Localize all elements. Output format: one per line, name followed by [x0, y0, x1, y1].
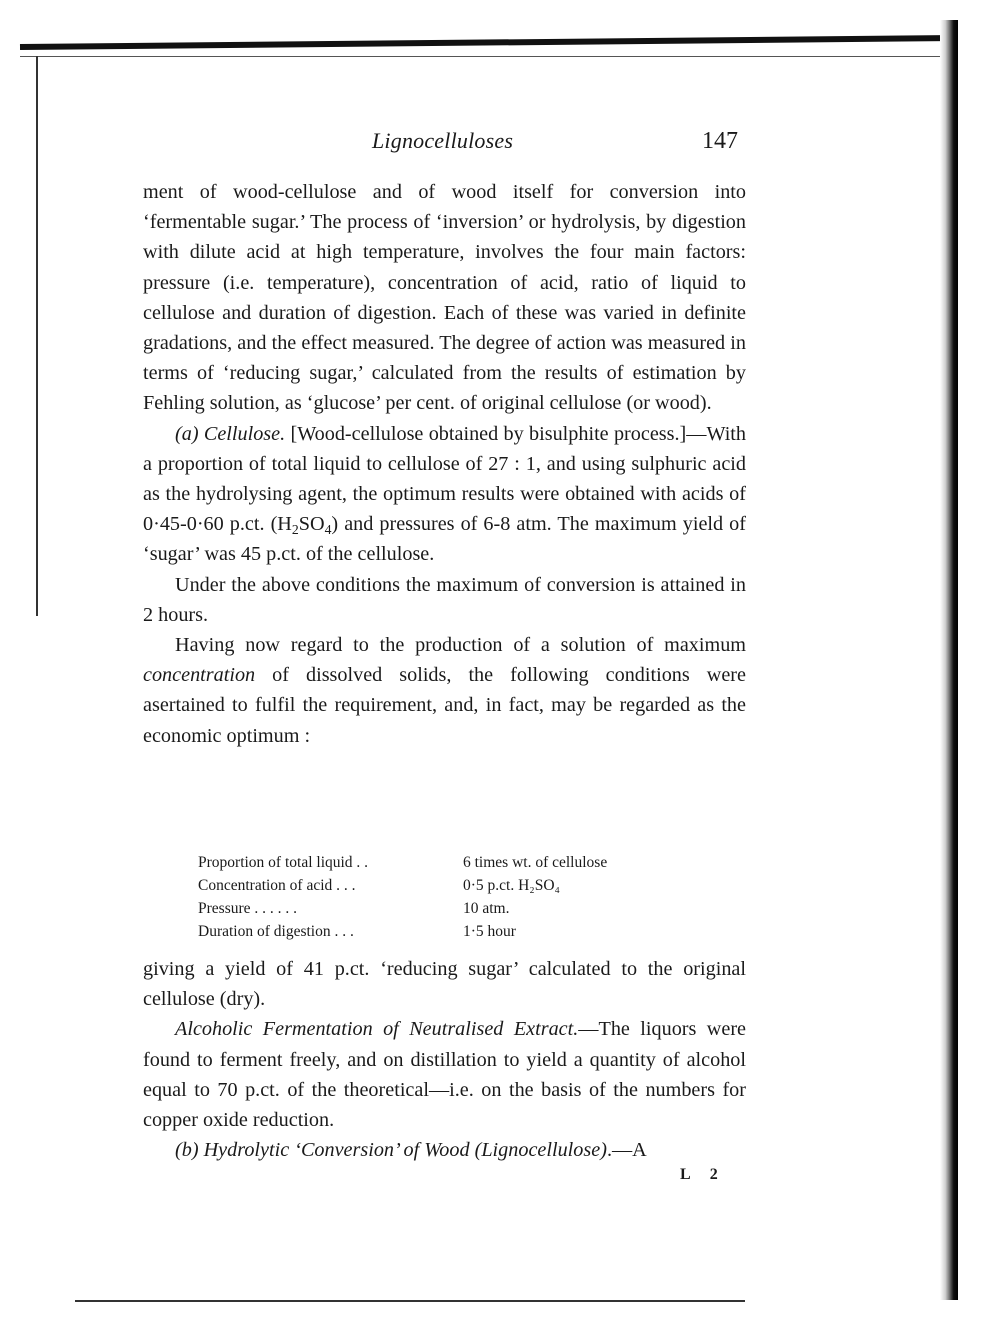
book-binding-shadow [940, 20, 958, 1300]
scan-left-rule [36, 56, 38, 616]
paragraph-7 [143, 1135, 746, 1165]
conditions-label: Pressure . . . . . . [198, 900, 298, 917]
conditions-value: 0·5 p.ct. H₂SO₄ [463, 877, 560, 894]
body-text-continued [143, 954, 746, 1165]
paragraph-2-heading: Cellulose. [203, 422, 286, 445]
scan-top-rule [20, 35, 970, 50]
scan-top-thin-rule [20, 56, 950, 57]
paragraph-3: Under the above conditions the maximum of conversion is attained in 2 hours. [143, 573, 746, 626]
page-number: 147 [702, 128, 738, 154]
scan-bottom-rule [75, 1300, 745, 1302]
paragraph-5: giving a yield of 41 p.ct. ‘reducing sugar’ calculated to the original cellulose (dry). [143, 958, 746, 1011]
conditions-row [198, 897, 718, 920]
paragraph-2-text-c: ) and pressures of 6-8 atm. The maximum yield of ‘sugar’ was 45 p.ct. of the cellulose. [143, 513, 746, 566]
paragraph-2-text-b: SO [298, 513, 325, 536]
paragraph-7-tail: .—A [606, 1139, 647, 1162]
page-header [140, 128, 750, 162]
conditions-label: Duration of digestion . . . [198, 923, 354, 940]
paragraph-7-label: (b) [175, 1139, 199, 1162]
conditions-value: 1·5 hour [463, 923, 516, 940]
paragraph-2-sub-2: 4 [324, 522, 332, 538]
paragraph-6-text: —The liquors were found to ferment freely, and on distillation to yield a quantity of alcohol equal to 70 p.ct. of the theoretical—i.e. on the basis of the numbers for copper oxide reduction. [143, 1018, 747, 1132]
paragraph-7-paren: (Lignocellulose) [474, 1139, 607, 1162]
paragraph-2-sub-1: 2 [291, 522, 299, 538]
paragraph-2-label: (a) [175, 422, 199, 445]
conditions-row [198, 851, 718, 874]
page-margin-right [958, 20, 1000, 1310]
running-title: Lignocelluloses [372, 128, 514, 153]
signature-mark: L 2 [680, 1166, 726, 1183]
body-text [143, 177, 746, 751]
paragraph-2 [143, 419, 746, 570]
conditions-row [198, 874, 718, 897]
conditions-row [198, 920, 718, 943]
paragraph-4-text-b: of dissolved solids, the following conditions were asertained to fulfil the requirement, and, in fact, may be regarded as the economic optimum : [143, 664, 746, 747]
paragraph-7-heading: Hydrolytic ‘Conversion’ of Wood [203, 1139, 470, 1162]
conditions-table [198, 851, 718, 943]
conditions-value: 6 times wt. of cellulose [463, 854, 608, 871]
conditions-label: Proportion of total liquid . . [198, 854, 369, 871]
paragraph-1: ment of wood-cellulose and of wood itself for conversion into ‘fermentable sugar.’ The process of ‘inversion’ or hydrolysis, by digestion with dilute acid at high temperature, involves the four main factors: pressure (i.e. temperature), concentration of acid, ratio of liquid to cellulose and duration of digestion. Each of these was varied in definite gradations, and the effect measured. The degree of action was measured in terms of ‘reducing sugar,’ calculated from the results of estimation by Fehling solution, as ‘glucose’ per cent. of original cellulose (or wood). [143, 181, 746, 415]
conditions-value: 10 atm. [463, 900, 510, 917]
paragraph-2-text-a: [Wood-cellulose obtained by bisulphite process.]—With a proportion of total liquid to cellulose of 27 : 1, and using sulphuric acid as the hydrolysing agent, the optimum results were obtained with acids of 0·45-0·60 p.ct. (H [143, 422, 747, 536]
paragraph-4 [143, 630, 746, 751]
paragraph-6 [143, 1014, 746, 1135]
paragraph-4-text-a: Having now regard to the production of a solution of maximum [175, 634, 746, 657]
paragraph-4-emphasis: concentration [143, 664, 256, 687]
paragraph-6-heading: Alcoholic Fermentation of Neutralised Extract. [175, 1018, 579, 1041]
conditions-label: Concentration of acid . . . [198, 877, 356, 894]
